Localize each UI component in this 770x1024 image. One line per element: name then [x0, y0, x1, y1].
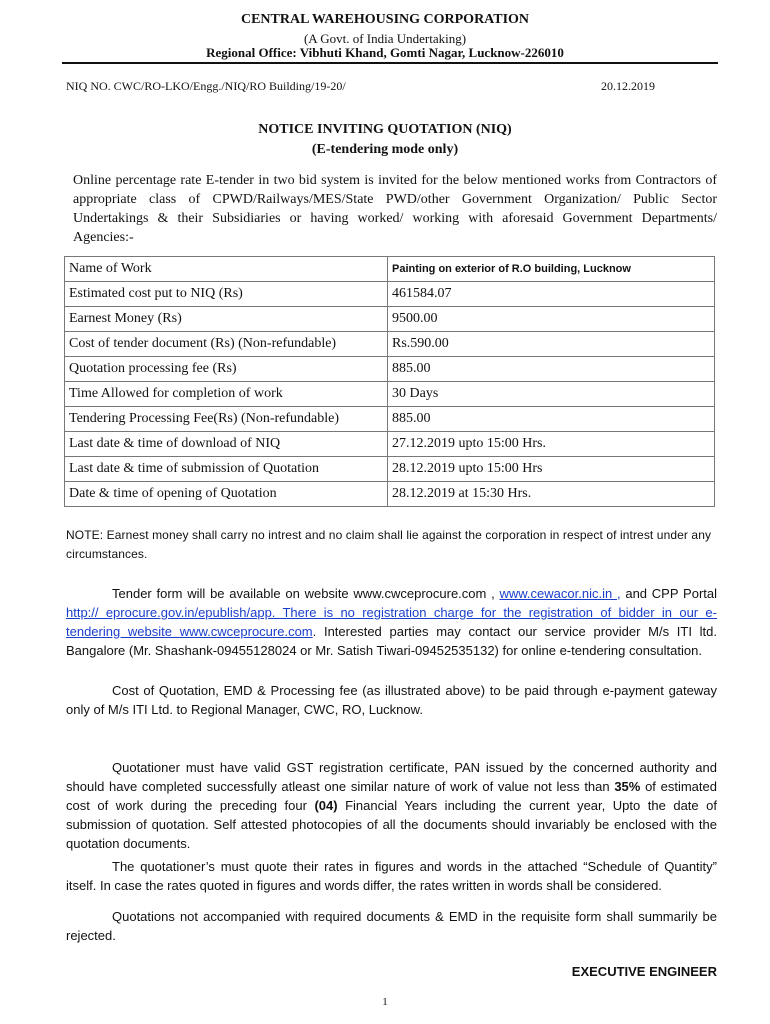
cwceprocure-link[interactable]: www.cwceprocure.com [179, 624, 313, 639]
table-label: Name of Work [65, 257, 388, 282]
niq-number: NIQ NO. CWC/RO-LKO/Engg./NIQ/RO Building/19-20/ [66, 79, 346, 93]
table-label: Quotation processing fee (Rs) [65, 357, 388, 382]
notice-title: NOTICE INVITING QUOTATION (NIQ) [258, 122, 512, 137]
p1-text-1: Tender form will be available on website www.cwceprocure.com , [112, 586, 500, 601]
p4-text: The quotationer’s must quote their rates in figures and words in the attached “Schedule of Quantity” itself. In case the rates quoted in figures and words differ, the rates written in words shall be considered. [66, 859, 717, 893]
table-row [65, 282, 715, 307]
page-number: 1 [382, 996, 388, 1008]
p3-text-2: of estimated cost of work during the preceding four [66, 779, 717, 813]
table-label: Last date & time of submission of Quotation [65, 457, 388, 482]
table-row [65, 382, 715, 407]
table-value: 27.12.2019 upto 15:00 Hrs. [388, 432, 715, 457]
p3-percent: 35% [614, 779, 641, 794]
signature-title: EXECUTIVE ENGINEER [571, 964, 717, 979]
eprocure-link[interactable]: http:// eprocure.gov.in/epublish/app. There is no registration charge for the registration of bidder in our e-tendering website [66, 605, 717, 639]
p5-text: Quotations not accompanied with required documents & EMD in the requisite form shall summarily be rejected. [66, 909, 717, 943]
payment-paragraph [66, 681, 717, 719]
table-value: Rs.590.00 [388, 332, 715, 357]
table-value: 885.00 [388, 357, 715, 382]
table-value: 28.12.2019 upto 15:00 Hrs [388, 457, 715, 482]
table-row [65, 357, 715, 382]
notice-mode: (E-tendering mode only) [311, 142, 459, 157]
table-value: 461584.07 [388, 282, 715, 307]
table-label: Estimated cost put to NIQ (Rs) [65, 282, 388, 307]
p1-text-3: . Interested parties may contact our service provider M/s ITI ltd. Bangalore (Mr. Shashank-09455128024 or Mr. Satish Tiwari-09452535132) for online e-tendering consultation. [66, 624, 717, 658]
organization-name: CENTRAL WAREHOUSING CORPORATION [240, 12, 530, 27]
table-row [65, 432, 715, 457]
table-value: 28.12.2019 at 15:30 Hrs. [388, 482, 715, 507]
niq-date: 20.12.2019 [601, 79, 655, 93]
table-label: Tendering Processing Fee(Rs) (Non-refundable) [65, 407, 388, 432]
cewacor-link[interactable]: www.cewacor.nic.in , [499, 586, 621, 601]
table-label: Last date & time of download of NIQ [65, 432, 388, 457]
regional-office-address: Regional Office: Vibhuti Khand, Gomti Nagar, Lucknow-226010 [206, 45, 564, 60]
rejection-paragraph [66, 907, 717, 945]
table-value: 885.00 [388, 407, 715, 432]
table-value: 9500.00 [388, 307, 715, 332]
tender-availability-paragraph [66, 584, 717, 660]
table-label: Date & time of opening of Quotation [65, 482, 388, 507]
rates-paragraph [66, 857, 717, 895]
p3-text-1: Quotationer must have valid GST registration certificate, PAN issued by the concerned authority and should have completed successfully atleast one similar nature of work of value not less than [66, 760, 717, 794]
table-value: 30 Days [388, 382, 715, 407]
p2-text: Cost of Quotation, EMD & Processing fee (as illustrated above) to be paid through e-payment gateway only of M/s ITI Ltd. to Regional Manager, CWC, RO, Lucknow. [66, 683, 717, 717]
eligibility-paragraph [66, 758, 717, 853]
intro-paragraph: Online percentage rate E-tender in two bid system is invited for the below mentioned works from Contractors of appropriate class of CPWD/Railways/MES/State PWD/other Government Organization/ Public Sector Undertakings & their Subsidiaries or having worked/ working with aforesaid Government Departments/ Agencies:- [73, 173, 717, 245]
organization-subtitle: (A Govt. of India Undertaking) [303, 31, 467, 46]
p3-years: (04) [314, 798, 338, 813]
details-table-container [64, 256, 714, 507]
table-label: Earnest Money (Rs) [65, 307, 388, 332]
table-label: Cost of tender document (Rs) (Non-refundable) [65, 332, 388, 357]
table-row [65, 407, 715, 432]
p3-text-3: Financial Years including the current year, Upto the date of submission of quotation. Self attested photocopies of all the documents should invariably be enclosed with the quotation documents. [66, 798, 717, 851]
table-row [65, 307, 715, 332]
emd-note: NOTE: Earnest money shall carry no intrest and no claim shall lie against the corporation in respect of intrest under any circumstances. [66, 528, 712, 561]
details-table [64, 256, 715, 507]
table-row [65, 457, 715, 482]
table-row [65, 257, 715, 282]
header-divider [62, 62, 718, 64]
p1-text-2: and CPP Portal [620, 586, 717, 601]
table-row [65, 482, 715, 507]
table-row [65, 332, 715, 357]
table-label: Time Allowed for completion of work [65, 382, 388, 407]
table-value: Painting on exterior of R.O building, Lucknow [388, 257, 715, 282]
